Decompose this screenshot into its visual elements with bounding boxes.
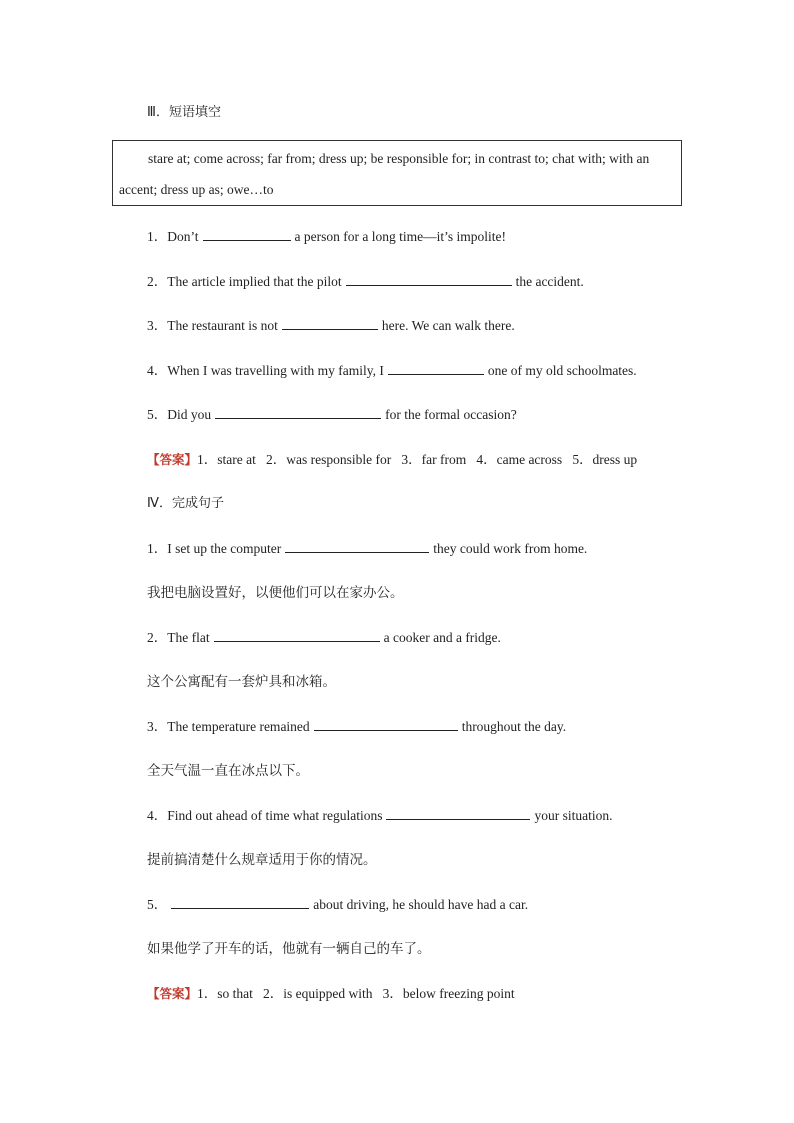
s4-q3-text-after: throughout the day.	[461, 719, 567, 734]
s4-q5-text-after: about driving, he should have had a car.	[313, 897, 529, 912]
s3-question-3	[147, 317, 515, 335]
s3-question-4	[147, 362, 637, 380]
s4-question-2	[147, 629, 501, 647]
s4-answer-2: 2．is equipped with	[263, 986, 373, 1001]
s4-answer-3: 3．below freezing point	[382, 986, 515, 1001]
s3-q4-text-before: 4．When I was travelling with my family, I	[147, 363, 384, 378]
phrase-bank-line-1: stare at; come across; far from; dress up; be responsible for; in contrast to; chat with; with an	[148, 151, 650, 166]
s3-q2-text-after: the accident.	[515, 274, 584, 289]
s3-q1-text-after: a person for a long time—it’s impolite!	[294, 229, 506, 244]
s4-answer-1: 1．so that	[197, 986, 253, 1001]
s3-q1-text-before: 1．Don’t	[147, 229, 199, 244]
s4-q4-blank[interactable]	[386, 807, 530, 820]
section-3-heading: Ⅲ．短语填空	[147, 105, 221, 120]
s4-q5-blank[interactable]	[171, 896, 309, 909]
s3-answer-5: 5．dress up	[572, 452, 638, 467]
s3-question-5	[147, 406, 517, 424]
s3-answer-4: 4．came across	[476, 452, 563, 467]
s3-q3-text-before: 3．The restaurant is not	[147, 318, 278, 333]
s3-q1-blank[interactable]	[203, 228, 291, 241]
s4-q3-text-before: 3．The temperature remained	[147, 719, 310, 734]
s4-q2-translation: 这个公寓配有一套炉具和冰箱。	[147, 674, 336, 690]
s3-q4-blank[interactable]	[388, 362, 484, 375]
s3-answer-2: 2．was responsible for	[266, 452, 392, 467]
s4-q1-text-after: they could work from home.	[433, 541, 588, 556]
section-4-heading: Ⅳ．完成句子	[147, 496, 224, 511]
s3-question-1	[147, 228, 506, 246]
s4-q5-text-before: 5．	[147, 897, 168, 912]
s4-q2-blank[interactable]	[214, 629, 380, 642]
s4-q4-text-after: your situation.	[534, 808, 613, 823]
s3-q5-text-before: 5．Did you	[147, 407, 212, 422]
s3-answer-1: 1．stare at	[197, 452, 256, 467]
s3-question-2	[147, 273, 584, 291]
s3-answer-label: 【答案】	[147, 452, 198, 467]
s3-q4-text-after: one of my old schoolmates.	[487, 363, 637, 378]
s3-q3-blank[interactable]	[282, 317, 378, 330]
s4-answer-label: 【答案】	[147, 986, 198, 1001]
s4-q3-translation: 全天气温一直在冰点以下。	[147, 763, 309, 779]
s4-answers	[147, 985, 515, 1003]
s4-question-1	[147, 540, 587, 558]
s3-q2-blank[interactable]	[346, 273, 512, 286]
s3-q2-text-before: 2．The article implied that the pilot	[147, 274, 342, 289]
s4-q4-text-before: 4．Find out ahead of time what regulations	[147, 808, 383, 823]
s4-q4-translation: 提前搞清楚什么规章适用于你的情况。	[147, 852, 377, 868]
s3-answers	[147, 451, 637, 469]
s4-question-5	[147, 896, 528, 914]
s4-q1-text-before: 1．I set up the computer	[147, 541, 282, 556]
phrase-bank-line-2: accent; dress up as; owe…to	[119, 182, 274, 197]
phrase-bank-box	[112, 140, 682, 206]
s3-q5-text-after: for the formal occasion?	[385, 407, 517, 422]
s4-q5-translation: 如果他学了开车的话，他就有一辆自己的车了。	[147, 941, 431, 957]
s4-question-4	[147, 807, 612, 825]
s4-q2-text-after: a cooker and a fridge.	[383, 630, 501, 645]
s4-question-3	[147, 718, 566, 736]
s4-q1-translation: 我把电脑设置好，以便他们可以在家办公。	[147, 585, 404, 601]
s3-q5-blank[interactable]	[215, 406, 381, 419]
s3-q3-text-after: here. We can walk there.	[381, 318, 515, 333]
s3-answer-3: 3．far from	[401, 452, 467, 467]
s4-q2-text-before: 2．The flat	[147, 630, 210, 645]
s4-q1-blank[interactable]	[285, 540, 429, 553]
s4-q3-blank[interactable]	[314, 718, 458, 731]
